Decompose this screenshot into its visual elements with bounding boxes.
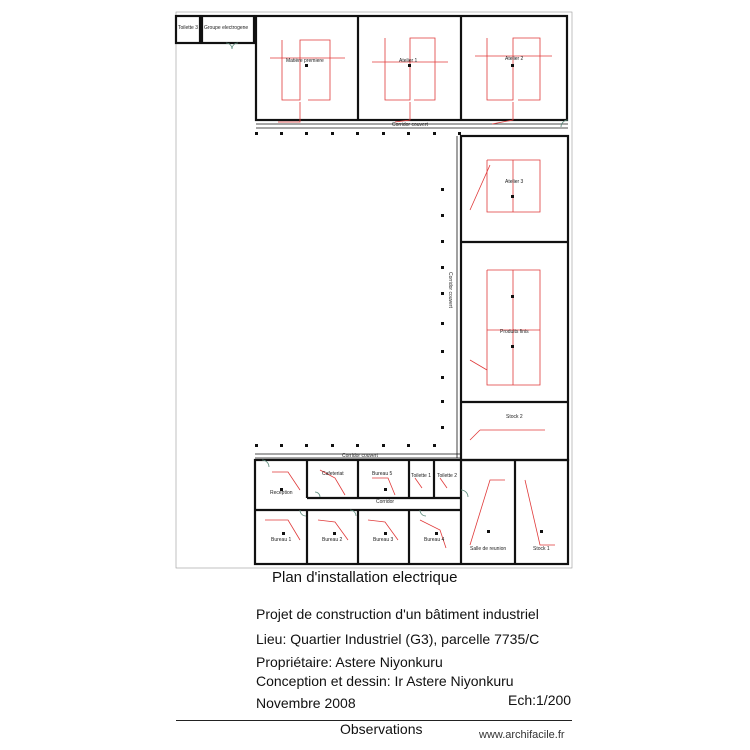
room-label-bureau-4: Bureau 4	[424, 537, 445, 543]
design-line: Conception et dessin: Ir Astere Niyonkuru	[256, 673, 514, 689]
room-label-bureau-1: Bureau 1	[271, 537, 292, 543]
light-fixtures	[280, 64, 543, 535]
owner-line: Propriétaire: Astere Niyonkuru	[256, 654, 443, 670]
project-title: Projet de construction d'un bâtiment industriel	[256, 606, 539, 622]
room-label-groupe-electrogene: Groupe electrogene	[204, 25, 249, 31]
watermark: www.archifacile.fr	[479, 729, 565, 741]
room-label-stock-2: Stock 2	[506, 414, 523, 420]
room-label-cafeteria: Cafeteriat	[322, 471, 344, 477]
location-line: Lieu: Quartier Industriel (G3), parcelle 7735/C	[256, 631, 540, 647]
corridor-label-side: Corridor couvert	[447, 272, 453, 308]
room-label-bureau-3: Bureau 3	[373, 537, 394, 543]
room-label-toilette-1: Toilette 1	[411, 473, 432, 479]
plan-title: Plan d'installation electrique	[272, 569, 458, 586]
room-label-salle-de-reunion: Salle de reunion	[470, 546, 507, 552]
top-wing-walls	[176, 16, 567, 120]
room-label-reception: Reception	[270, 490, 293, 496]
room-label-bureau-5: Bureau 5	[372, 471, 393, 477]
date-line: Novembre 2008	[256, 695, 356, 711]
room-label-atelier-1: Atelier 1	[399, 58, 418, 64]
room-label-toilette-3: Toilette 3	[178, 25, 199, 31]
corridor-label-top: Corridor couvert	[392, 122, 428, 128]
room-label-toilette-2: Toilette 2	[437, 473, 458, 479]
observations-heading: Observations	[340, 721, 423, 737]
corridor-label-inner: Corridor	[376, 499, 395, 505]
room-label-produits-finis: Produits finis	[500, 329, 529, 335]
scale-label: Ech:1/200	[508, 692, 572, 708]
room-label-atelier-2: Atelier 2	[505, 56, 524, 62]
corridor-label-bottom: Corridor couvert	[342, 453, 378, 459]
room-label-stock-1: Stock 1	[533, 546, 550, 552]
column-posts	[255, 132, 461, 447]
doors	[226, 43, 568, 516]
room-label-bureau-2: Bureau 2	[322, 537, 343, 543]
room-label-matiere-premiere: Matière premiere	[286, 58, 324, 64]
room-label-atelier-3: Atelier 3	[505, 179, 524, 185]
